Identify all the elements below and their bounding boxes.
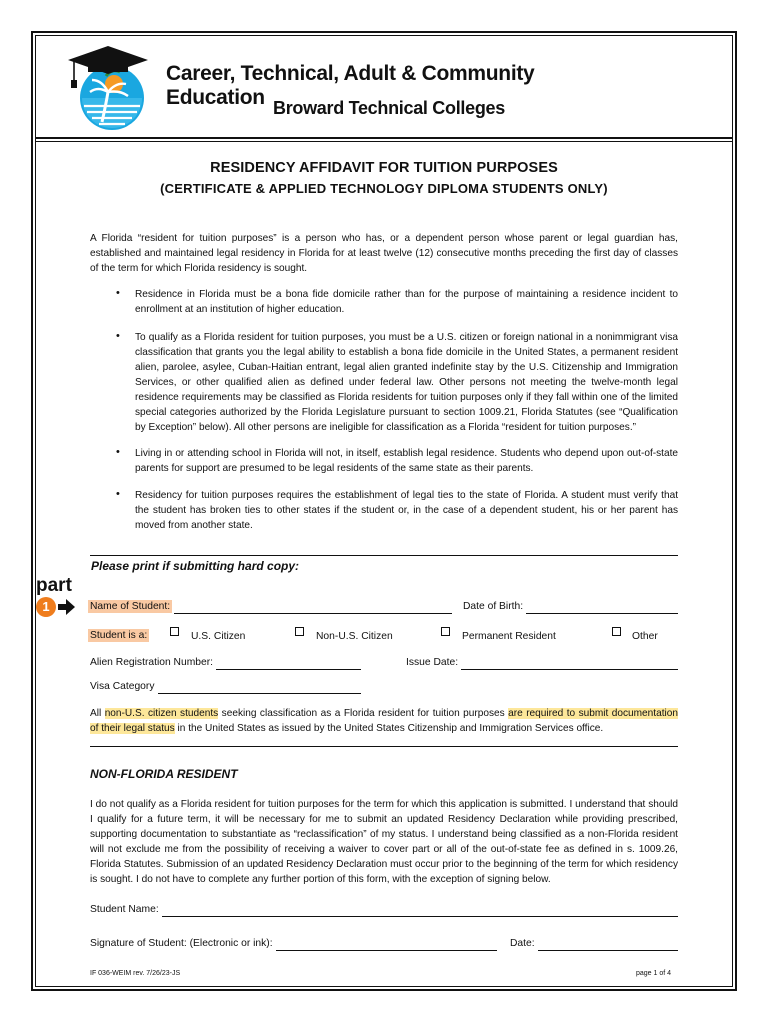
student-status-label: Student is a: [90, 630, 148, 641]
form-title: RESIDENCY AFFIDAVIT FOR TUITION PURPOSES [210, 160, 558, 176]
part-annotation-label: part [36, 575, 72, 596]
date-of-birth-field[interactable] [526, 613, 678, 614]
alien-registration-field[interactable] [216, 669, 361, 670]
organization-title: Career, Technical, Adult & Community Education [166, 62, 535, 109]
intro-paragraph: A Florida “resident for tuition purposes” is a person who has, or a dependent person whose parent or legal guardian has, established and maintained legal residency in Florida for at least twelve (12) consecutive months preceding the first day of classes of the term for which Florida residency is sought. [90, 233, 678, 274]
organization-subtitle: Broward Technical Colleges [273, 98, 505, 118]
other-label: Other [632, 631, 658, 642]
issue-date-field[interactable] [461, 669, 678, 670]
us-citizen-checkbox[interactable] [170, 627, 179, 636]
us-citizen-label: U.S. Citizen [191, 631, 246, 642]
student-name-field[interactable] [162, 916, 678, 917]
section-divider-2 [90, 746, 678, 747]
form-subtitle: (CERTIFICATE & APPLIED TECHNOLOGY DIPLOMA STUDENTS ONLY) [160, 181, 608, 196]
signature-label: Signature of Student: (Electronic or ink): [90, 938, 273, 949]
graduation-cap-apple-palm-logo [62, 40, 152, 132]
non-us-citizen-label: Non-U.S. Citizen [316, 631, 393, 642]
date-of-birth-label: Date of Birth: [463, 601, 524, 612]
non-florida-resident-text: I do not qualify as a Florida resident for tuition purposes for the term for which this application is submitted. I understand that should I qualify for a future term, it will be necessary for me to submit an updated Residency Declaration while providing prescribed, supporting documentation to substantiate as “reclassification” of my status. I understand being classified as a non-Florida resident will not exclude me from the possibility of receiving a waiver to cover part or all of the out-of-state fee as defined in s. 1009.26, Florida Statutes. Submission of an updated Residency Declaration must occur prior to the beginning of the term for which residency is sought. I do not have to complete any further portion of this form, with the exception of signing below. [90, 799, 678, 885]
bullet-1: • [116, 287, 120, 299]
bullet-text-4: Residency for tuition purposes requires the establishment of legal ties to the state of Florida. A student must verify that the student has broken ties to other states if the student or, in the case of a dependent student, his or her parent has moved from another state. [135, 490, 678, 531]
bullet-3: • [116, 446, 120, 458]
permanent-resident-checkbox[interactable] [441, 627, 450, 636]
bullet-text-2: To qualify as a Florida resident for tuition purposes, you must be a U.S. citizen or foreign national in a nonimmigrant visa classification that grants you the legal ability to establish a bona fide domicile in the United States, a permanent resident alien, parolee, asylee, Cuban-Haitian entrant, legal alien granted indefinite stay by the U.S. Citizenship and Immigration Services, or other qualified alien as defined under federal law. Other persons not meeting the twelve-month legal residence requirements may be classified as Florida residents for tuition purposes only if they fall within one of the limited special categories authorized by the Florida Legislature pursuant to section 1009.21, Florida Statutes (see “Qualification by Exception” below). All other persons are ineligible for classification as a Florida “resident for tuition purposes.” [135, 332, 678, 433]
visa-category-field[interactable] [158, 693, 361, 694]
bullet-4: • [116, 488, 120, 500]
name-of-student-field[interactable] [174, 613, 452, 614]
bullet-text-1: Residence in Florida must be a bona fide domicile rather than for the purpose of maintaining a residence incident to enrollment at an institution of higher education. [135, 289, 678, 315]
page-number: page 1 of 4 [636, 970, 672, 977]
name-of-student-label: Name of Student: [90, 601, 171, 612]
non-florida-resident-heading: NON-FLORIDA RESIDENT [90, 767, 238, 781]
header-divider-thin [35, 141, 733, 142]
other-checkbox[interactable] [612, 627, 621, 636]
permanent-resident-label: Permanent Resident [462, 631, 556, 642]
alien-registration-label: Alien Registration Number: [90, 657, 214, 668]
print-instruction-heading: Please print if submitting hard copy: [91, 559, 300, 573]
bullet-text-3: Living in or attending school in Florida will not, in itself, establish legal residence. Students who depend upon out-of-state parents for support are presumed to be legal residents of the same state as their parents. [135, 448, 678, 474]
legal-status-note: All non-U.S. citizen students seeking classification as a Florida resident for tuition purposes are required to submit documentation of their legal status in the United States as issued by the United States Citizenship and Immigration Services office. [90, 708, 678, 734]
section-divider [90, 555, 678, 556]
arrow-right-icon [58, 598, 76, 616]
student-name-label: Student Name: [90, 904, 159, 915]
signature-date-label: Date: [510, 938, 535, 949]
form-id: IF 036-WEIM rev. 7/26/23-JS [90, 970, 181, 977]
non-us-citizen-checkbox[interactable] [295, 627, 304, 636]
visa-category-label: Visa Category [90, 681, 155, 692]
signature-field[interactable] [276, 950, 497, 951]
bullet-2: • [116, 330, 120, 342]
issue-date-label: Issue Date: [406, 657, 459, 668]
header-divider [35, 137, 733, 139]
signature-date-field[interactable] [538, 950, 678, 951]
part-number-badge: 1 [36, 597, 56, 617]
